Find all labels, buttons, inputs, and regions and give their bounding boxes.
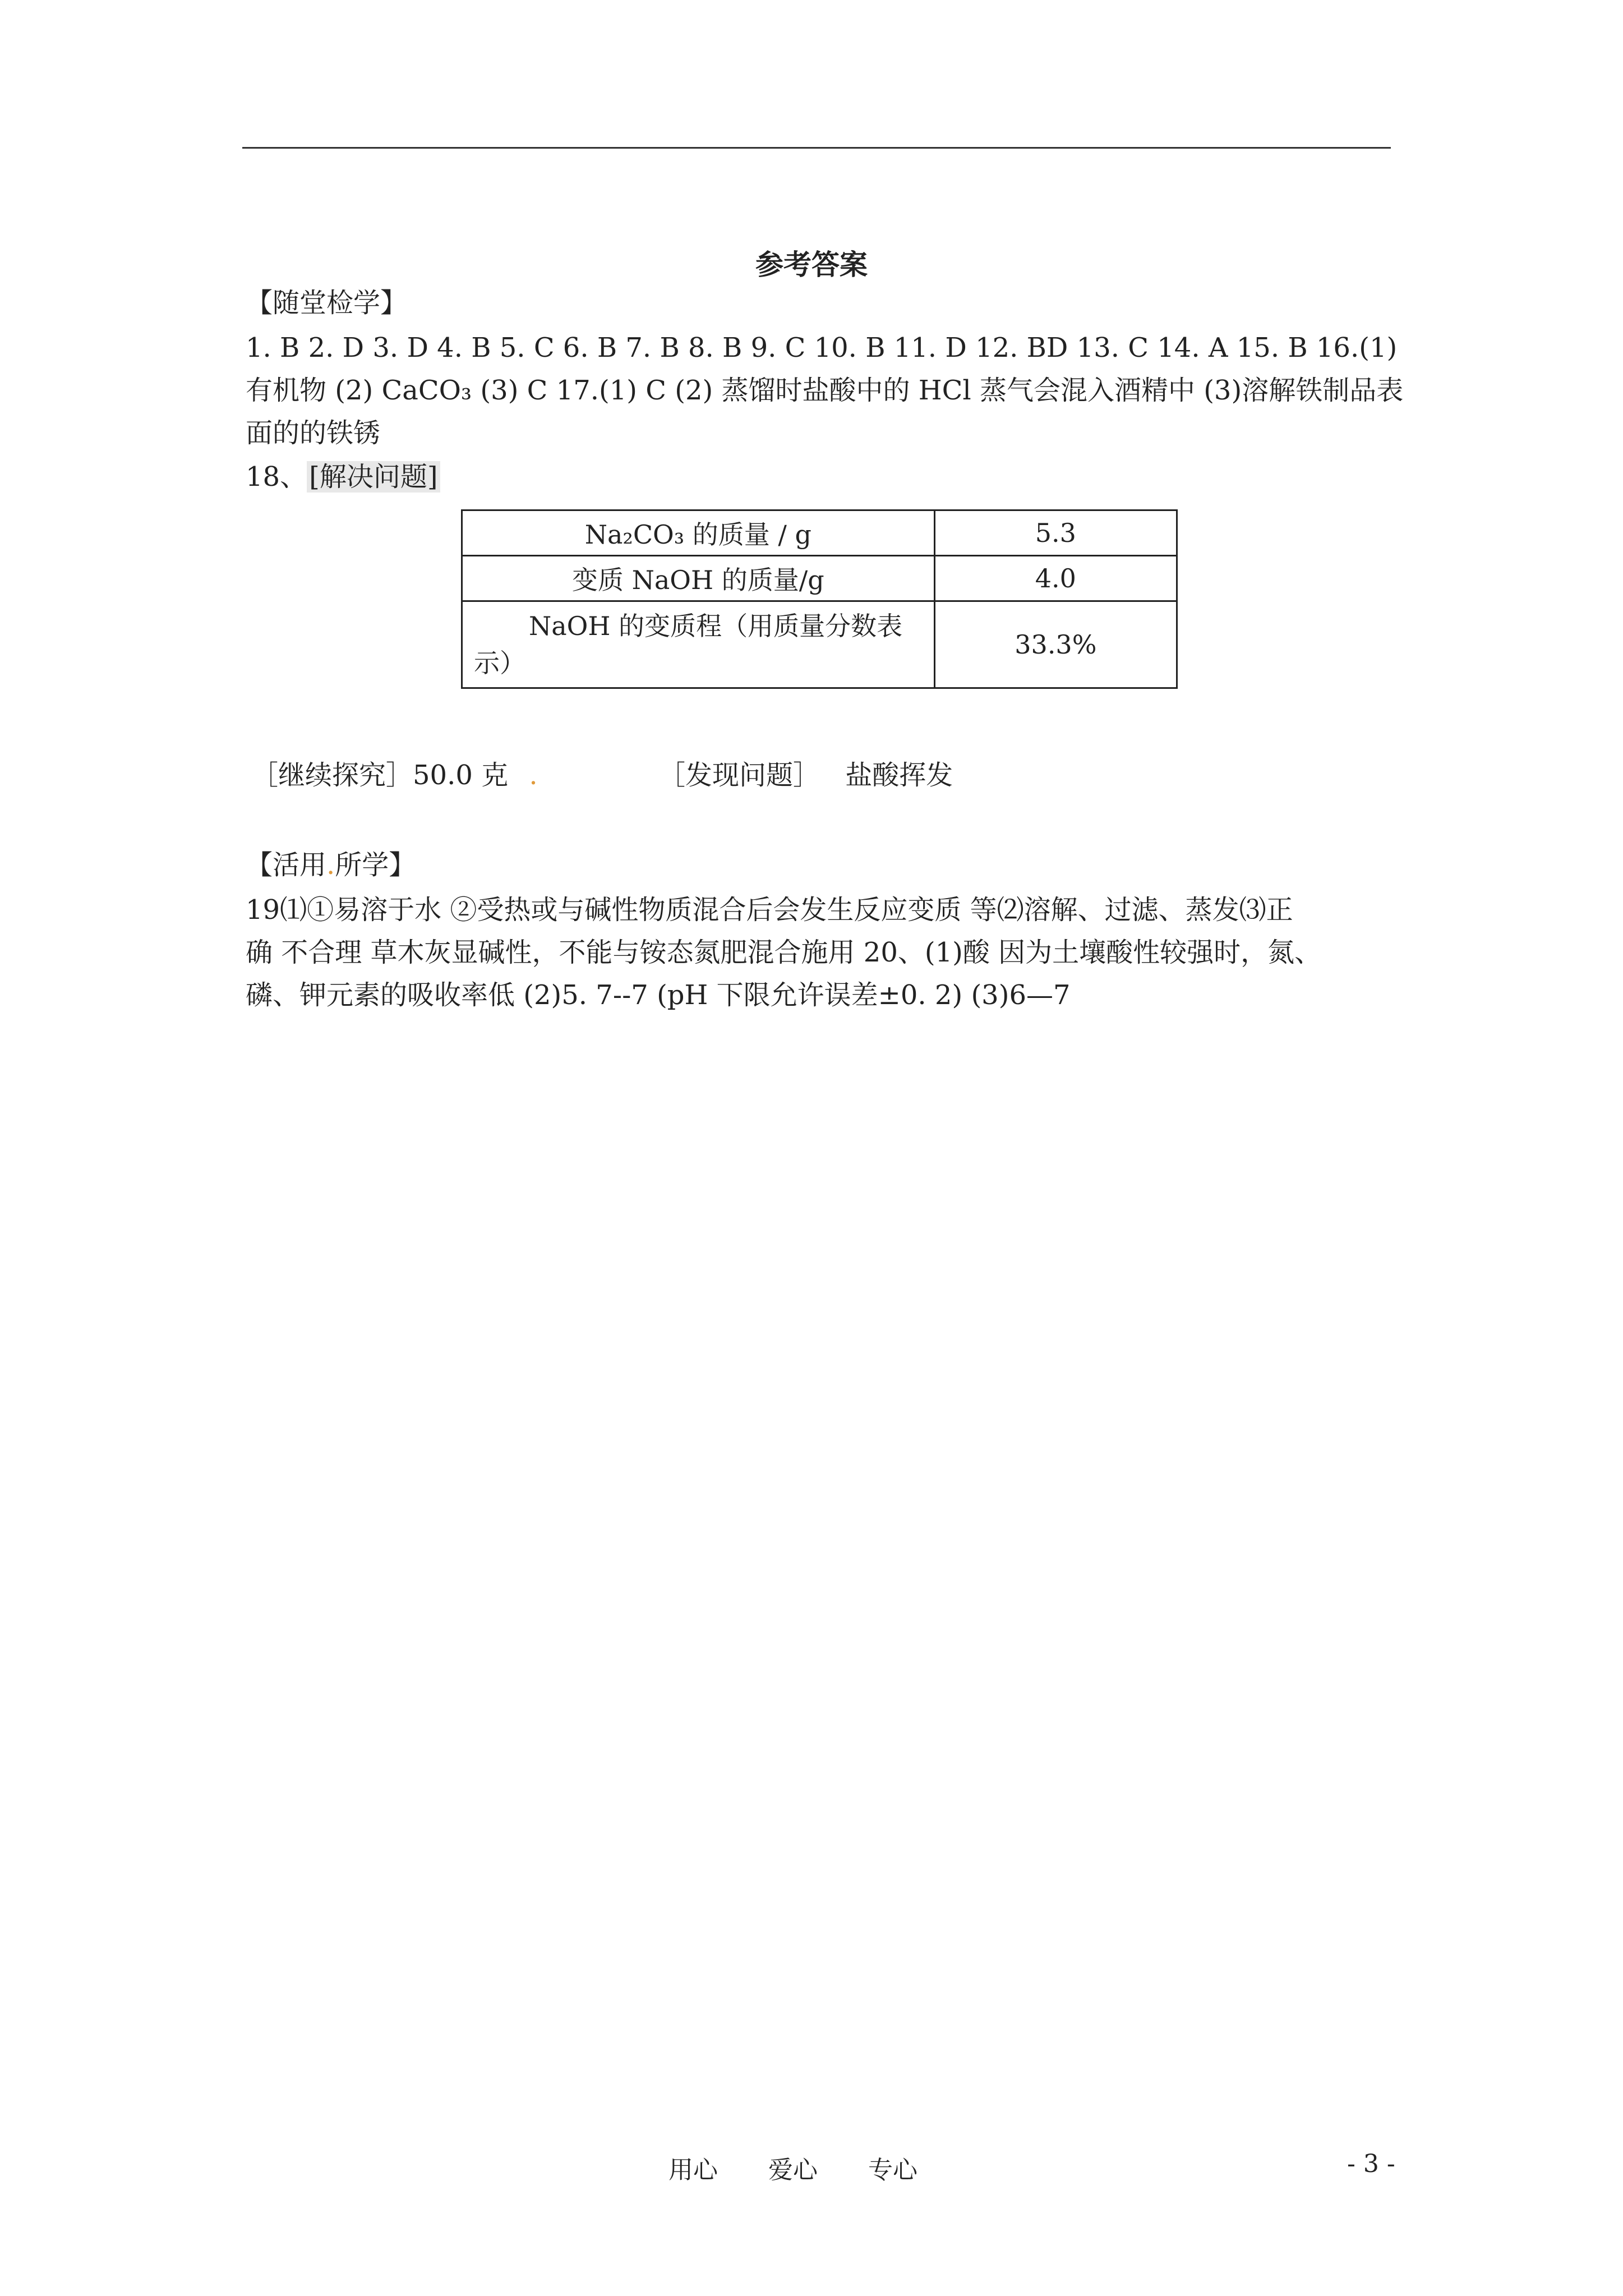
apply-line-1: 19⑴①易溶于水 ②受热或与碱性物质混合后会发生反应变质 等⑵溶解、过滤、蒸发⑶正: [246, 894, 1293, 926]
question-18-label: [解决问题]: [307, 461, 440, 493]
apply-line-3: 磷、钾元素的吸收率低 (2)5. 7--7 (pH 下限允许误差±0. 2) (3)6—7: [246, 979, 1071, 1011]
table-cell-value: 33.3%: [934, 601, 1177, 688]
footer-item: 用心: [668, 2156, 718, 2184]
table-row: [462, 601, 1177, 688]
orange-dot: .: [529, 760, 538, 791]
table-cell-label: NaOH 的变质程（用质量分数表示）: [462, 601, 935, 688]
section-heading-apply-a: 【活用: [246, 849, 327, 881]
footer-item: 爱心: [768, 2156, 818, 2184]
page-title: 参考答案: [755, 248, 868, 281]
table-cell-label: 变质 NaOH 的质量/g: [462, 556, 935, 601]
question-18-number: 18、: [246, 461, 307, 493]
question-18-line: [246, 459, 440, 495]
page-number: - 3 -: [1347, 2150, 1395, 2178]
section-heading-practice: 【随堂检学】: [246, 287, 408, 319]
table-row: [462, 556, 1177, 601]
orange-mark: .: [326, 849, 335, 881]
table-cell-value: 4.0: [934, 556, 1177, 601]
apply-line-2: 确 不合理 草木灰显碱性，不能与铵态氮肥混合施用 20、(1)酸 因为土壤酸性较强时，氮、: [246, 937, 1322, 968]
table-row: [462, 510, 1177, 556]
answer-line-3: 面的的铁锈: [246, 417, 381, 449]
continue-explore-text: ［继续探究］50.0 克: [251, 760, 509, 791]
section-heading-apply: [246, 847, 416, 883]
answer-table: [461, 509, 1178, 689]
table-cell-value: 5.3: [934, 510, 1177, 556]
answer-line-1: 1. B 2. D 3. D 4. B 5. C 6. B 7. B 8. B 9. C 10. B 11. D 12. BD 13. C 14. A 15. B 16.(1): [246, 332, 1398, 364]
footer-item: 专心: [868, 2156, 917, 2184]
found-problem-value: 盐酸挥发: [845, 760, 953, 791]
continue-explore-line: [251, 757, 953, 793]
section-heading-apply-b: 所学】: [335, 849, 416, 881]
header-rule: [242, 147, 1391, 149]
found-problem-label: ［发现问题］: [658, 760, 820, 791]
table-cell-label: Na₂CO₃ 的质量 / g: [462, 510, 935, 556]
answer-line-2: 有机物 (2) CaCO₃ (3) C 17.(1) C (2) 蒸馏时盐酸中的 HCl 蒸气会混入酒精中 (3)溶解铁制品表: [246, 375, 1404, 406]
